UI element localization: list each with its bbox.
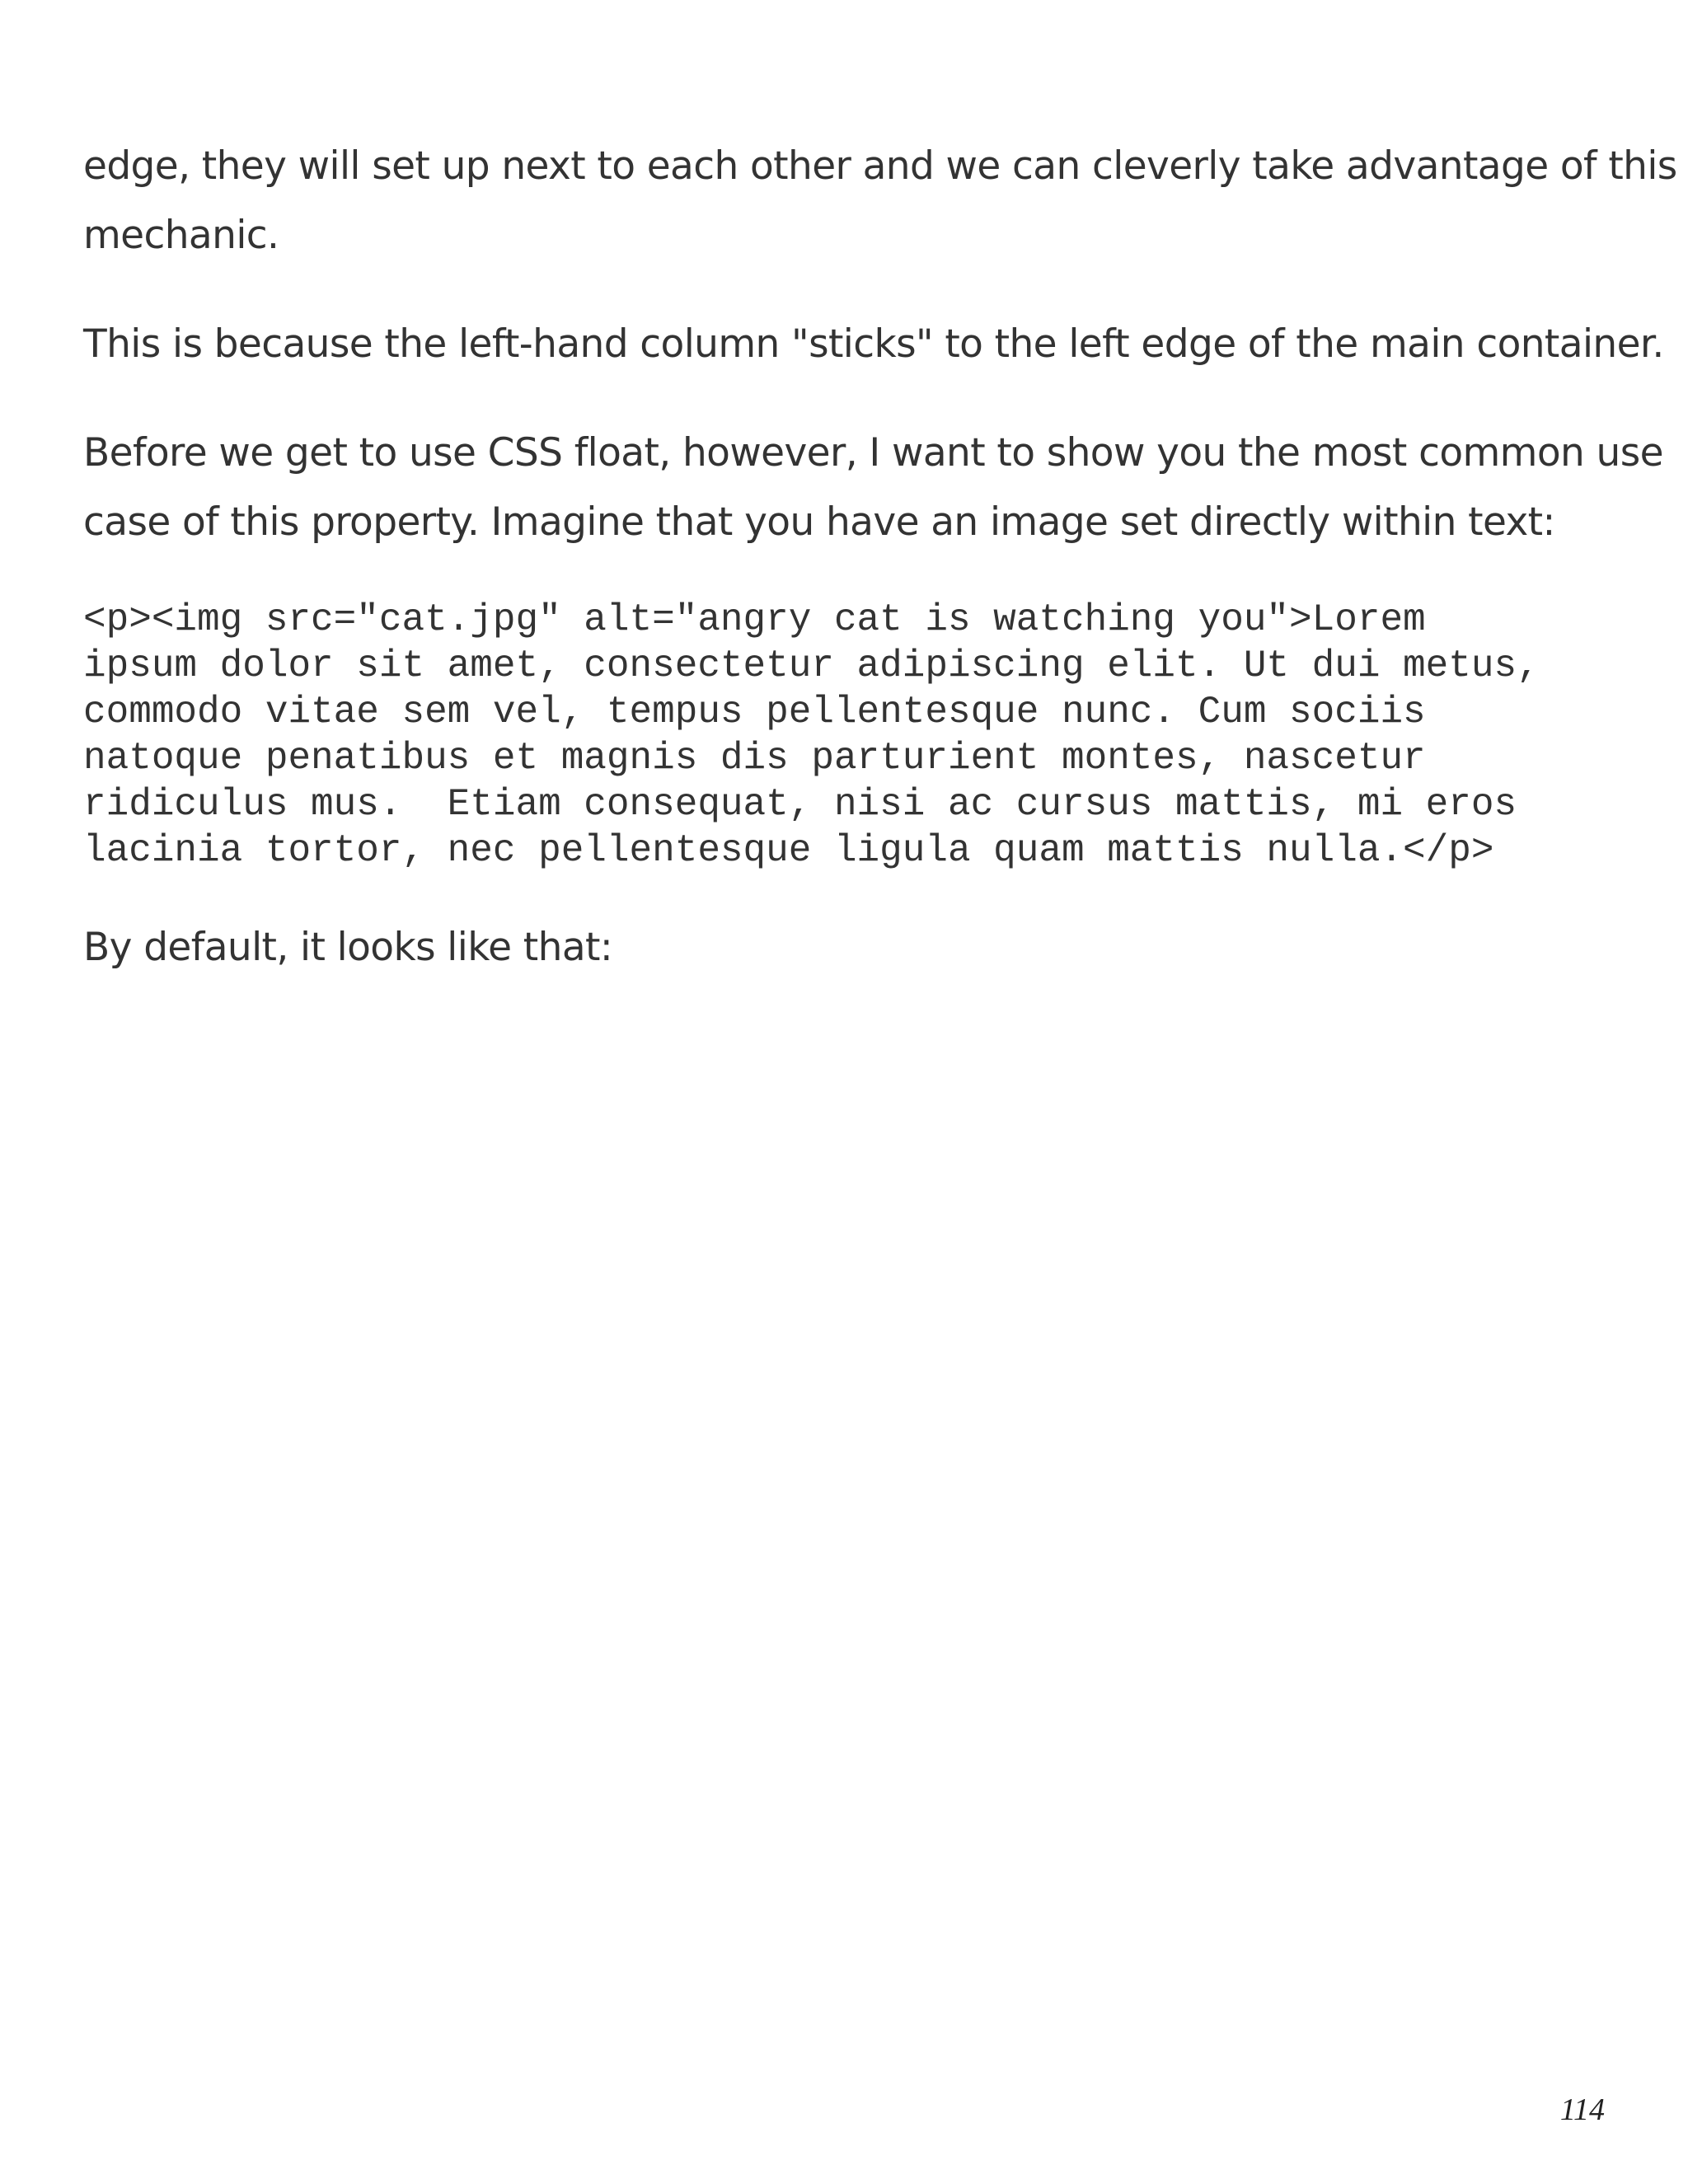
text-line: edge, they will set up next to each other and we can cleverly take advantage of this xyxy=(83,143,1677,189)
text-line: By default, it looks like that: xyxy=(83,925,613,970)
code-line: natoque penatibus et magnis dis parturient montes, nascetur xyxy=(83,737,1426,780)
code-line: lacinia tortor, nec pellentesque ligula quam mattis nulla.</p> xyxy=(83,829,1494,872)
page-content xyxy=(83,132,1677,1022)
paragraph-float-use-case xyxy=(83,419,1663,557)
paragraph-default-look xyxy=(83,913,1616,982)
code-example xyxy=(83,597,1616,874)
code-line: ipsum dolor sit amet, consectetur adipiscing elit. Ut dui metus, xyxy=(83,644,1540,687)
code-line: <p><img src="cat.jpg" alt="angry cat is watching you">Lorem xyxy=(83,598,1426,641)
code-line: commodo vitae sem vel, tempus pellentesque nunc. Cum sociis xyxy=(83,691,1426,733)
code-line: ridiculus mus. Etiam consequat, nisi ac cursus mattis, mi eros xyxy=(83,783,1517,826)
text-line: case of this property. Imagine that you have an image set directly within text: xyxy=(83,499,1555,545)
paragraph-left-column xyxy=(83,310,1664,379)
page-number: 114 xyxy=(1559,2093,1605,2127)
text-line: Before we get to use CSS float, however, I want to show you the most common use xyxy=(83,430,1663,476)
text-line: This is because the left-hand column "sticks" to the left edge of the main container. xyxy=(83,321,1664,367)
text-line: mechanic. xyxy=(83,213,279,258)
paragraph-float-mechanic xyxy=(83,132,1677,270)
